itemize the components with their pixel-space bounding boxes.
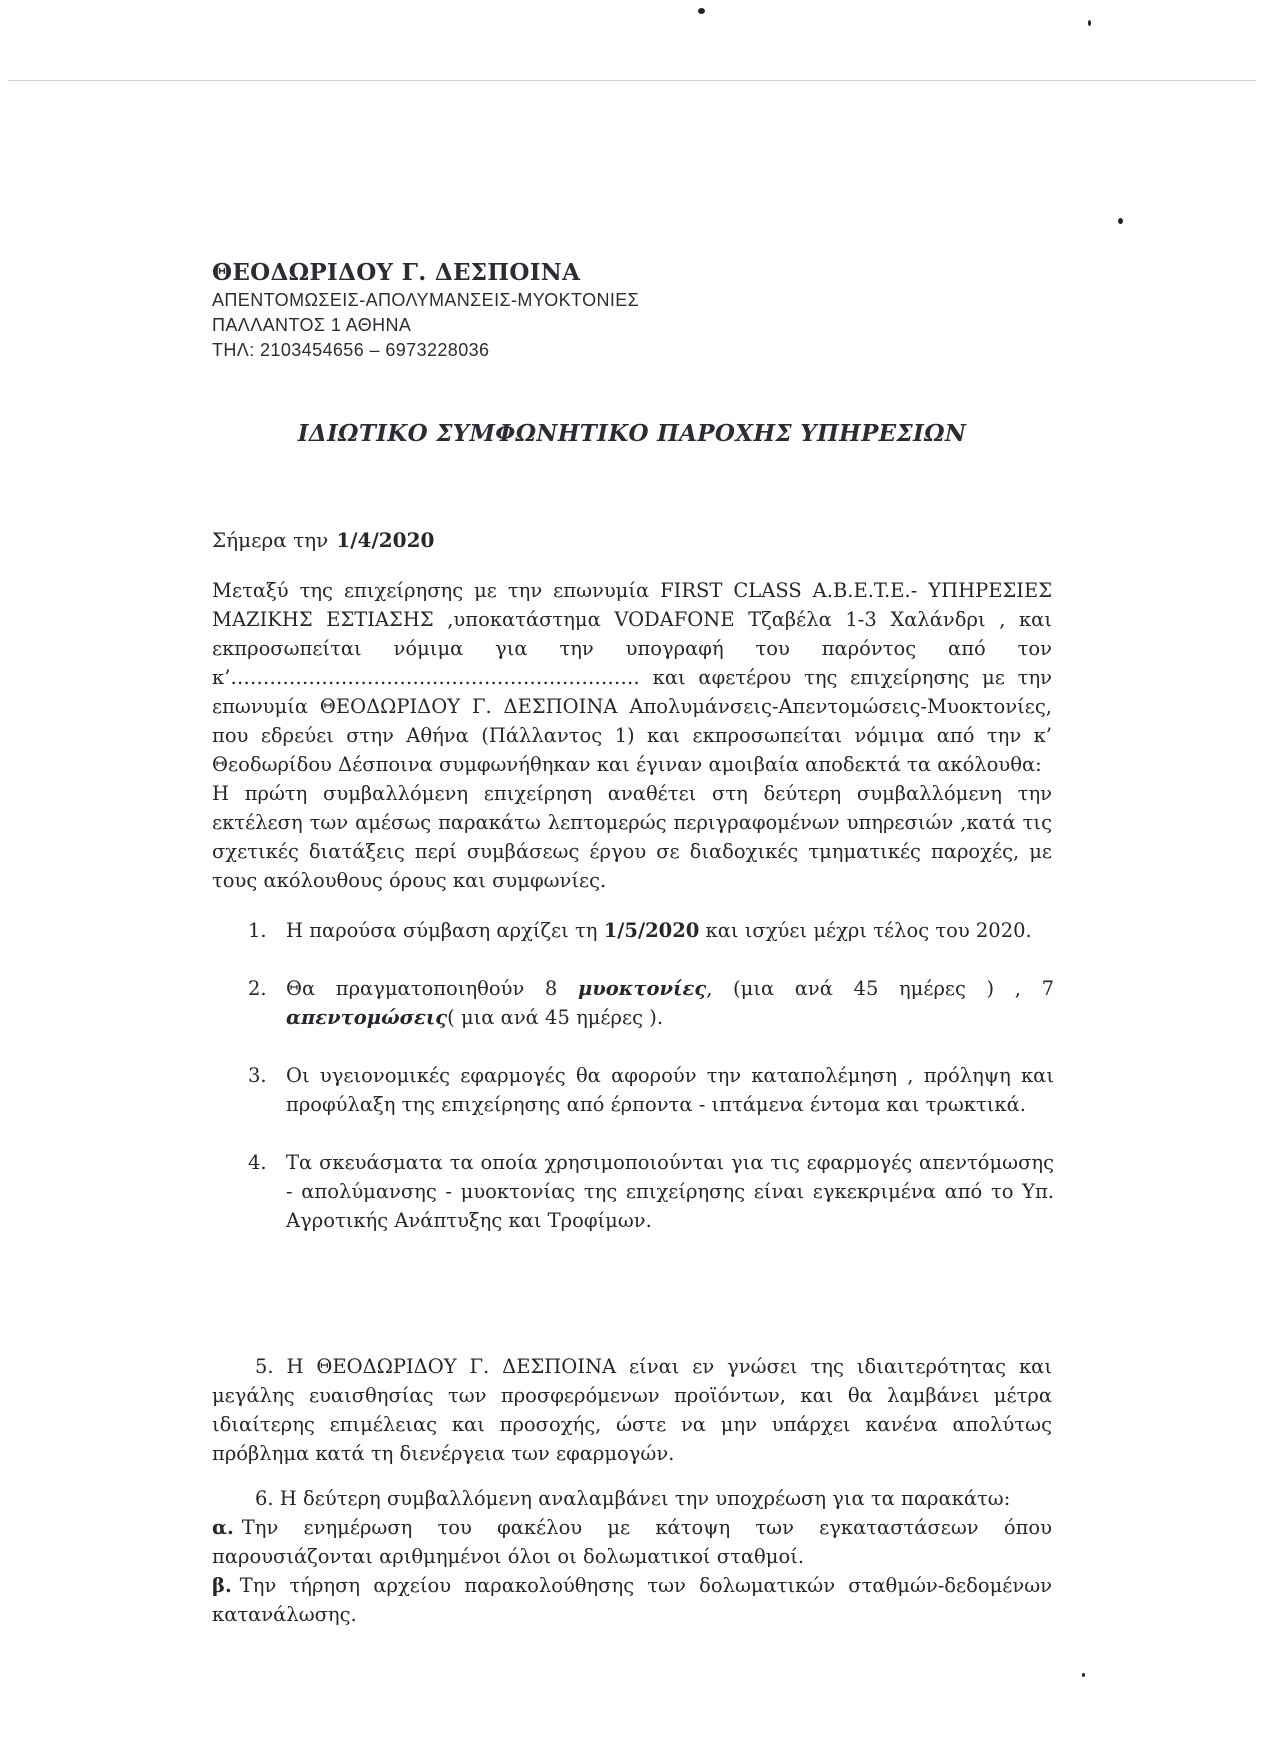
term-text: Οι υγειονομικές εφαρμογές θα αφορούν την καταπολέμηση , πρόληψη και προφύλαξη της επιχείρησης από έρποντα - ιπτάμενα έντομα και τρωκτικά. — [286, 1064, 1054, 1116]
terms-list — [248, 916, 1054, 1264]
term-item-2 — [248, 974, 1054, 1032]
agreement-date: 1/4/2020 — [336, 528, 435, 552]
insect-control-term: απεντομώσεις — [286, 1006, 448, 1029]
term-item-1 — [248, 916, 1054, 945]
scan-edge-line — [8, 80, 1256, 81]
term-text-part: ( μια ανά 45 ημέρες ). — [447, 1006, 664, 1029]
paragraph-5: 5. Η ΘΕΟΔΩΡΙΔΟΥ Γ. ΔΕΣΠΟΙΝΑ είναι εν γνώσει της ιδιαιτερότητας και μεγάλης ευαισθησίας των προσφερόμενων προϊόντων, και θα λαμβάνει μέτρα ιδιαίτερης επιμέλειας και προσοχής, ώστε να μην υπάρχει κανένα απολύτως πρόβλημα κατά τη διενέργεια των εφαρμογών. — [212, 1355, 1052, 1465]
document-title: ΙΔΙΩΤΙΚΟ ΣΥΜΦΩΝΗΤΙΚΟ ΠΑΡΟΧΗΣ ΥΠΗΡΕΣΙΩΝ — [297, 420, 967, 447]
paragraph-6-lead: 6. Η δεύτερη συμβαλλόμενη αναλαμβάνει την υποχρέωση για τα παρακάτω: — [255, 1487, 1011, 1510]
scan-speck — [1082, 1673, 1085, 1677]
term-number: 3. — [248, 1064, 267, 1087]
intro-paragraph-parties: Μεταξύ της επιχείρησης με την επωνυμία FIRST CLASS A.B.E.T.E.- ΥΠΗΡΕΣΙΕΣ ΜΑΖΙΚΗΣ ΕΣΤΙΑΣΗΣ ,υποκατάστημα VODAFONE Τζαβέλα 1-3 Χαλάνδρι , και εκπροσωπείται νόμιμα για την υπογραφή του παρόντος από τον κ’……………………………………………………… και αφετέρου της επιχείρησης με την επωνυμία ΘΕΟΔΩΡΙΔΟΥ Γ. ΔΕΣΠΟΙΝΑ Απολυμάνσεις-Απεντομώσεις-Μυοκτονίες, που εδρεύει στην Αθήνα (Πάλλαντος 1) και εκπροσωπείται νόμιμα από την κ’ Θεοδωρίδου Δέσποινα συμφωνήθηκαν και έγιναν αμοιβαία αποδεκτά τα ακόλουθα: — [212, 579, 1052, 776]
letterhead — [212, 258, 639, 363]
term-number: 2. — [248, 977, 267, 1000]
obligation-text: Την ενημέρωση του φακέλου με κάτοψη των εγκαταστάσεων όπου παρουσιάζονται αριθμημένοι όλοι οι δολωματικοί σταθμοί. — [212, 1516, 1052, 1568]
term-text-part: Θα πραγματοποιηθούν 8 — [286, 977, 578, 1000]
company-phone: ΤΗΛ: 2103454656 – 6973228036 — [212, 340, 490, 360]
company-services: ΑΠΕΝΤΟΜΩΣΕΙΣ-ΑΠΟΛΥΜΑΝΣΕΙΣ-ΜΥΟΚΤΟΝΙΕΣ — [212, 290, 640, 310]
company-address: ΠΑΛΛΑΝΤΟΣ 1 ΑΘΗΝΑ — [212, 315, 412, 335]
paragraph-6 — [212, 1484, 1052, 1629]
obligation-text: Την τήρηση αρχείου παρακολούθησης των δολωματικών σταθμών-δεδομένων κατανάλωσης. — [212, 1574, 1052, 1626]
rodent-control-term: μυοκτονίες — [577, 977, 707, 1000]
term-text: Τα σκευάσματα τα οποία χρησιμοποιούνται για τις εφαρμογές απεντόμωσης - απολύμανσης - μυοκτονίας της επιχείρησης είναι εγκεκριμένα από το Υπ. Αγροτικής Ανάπτυξης και Τροφίμων. — [286, 1151, 1054, 1232]
term-item-4 — [248, 1148, 1054, 1235]
obligation-a — [212, 1513, 1052, 1571]
company-name: ΘΕΟΔΩΡΙΔΟΥ Γ. ΔΕΣΠΟΙΝΑ — [212, 259, 581, 286]
intro-paragraph-assignment: Η πρώτη συμβαλλόμενη επιχείρηση αναθέτει στη δεύτερη συμβαλλόμενη την εκτέλεση των αμέσως παρακάτω λεπτομερώς περιγραφομένων υπηρεσιών ,κατά τις σχετικές διατάξεις περί συμβάσεως έργου σε διαδοχικές τμηματικές παροχές, με τους ακόλουθους όρους και συμφωνίες. — [212, 782, 1052, 892]
obligation-letter: α. — [212, 1516, 234, 1539]
term-number: 4. — [248, 1151, 267, 1174]
contract-start-date: 1/5/2020 — [603, 919, 700, 942]
term-text — [286, 916, 1054, 945]
term-text-part: και ισχύει μέχρι τέλος του 2020. — [699, 919, 1032, 942]
term-text-part: , (μια ανά 45 ημέρες ) , 7 — [706, 977, 1054, 1000]
date-line — [212, 528, 434, 552]
term-item-3 — [248, 1061, 1054, 1119]
scan-speck — [1118, 218, 1123, 224]
term-number: 1. — [248, 919, 267, 942]
scan-speck — [1088, 20, 1091, 26]
term-text-part: Η παρούσα σύμβαση αρχίζει τη — [286, 919, 604, 942]
intro-section — [212, 576, 1052, 895]
obligation-letter: β. — [212, 1574, 232, 1597]
obligation-b — [212, 1571, 1052, 1629]
term-text — [286, 974, 1054, 1032]
date-label: Σήμερα την — [212, 528, 329, 552]
scan-speck — [698, 8, 705, 14]
